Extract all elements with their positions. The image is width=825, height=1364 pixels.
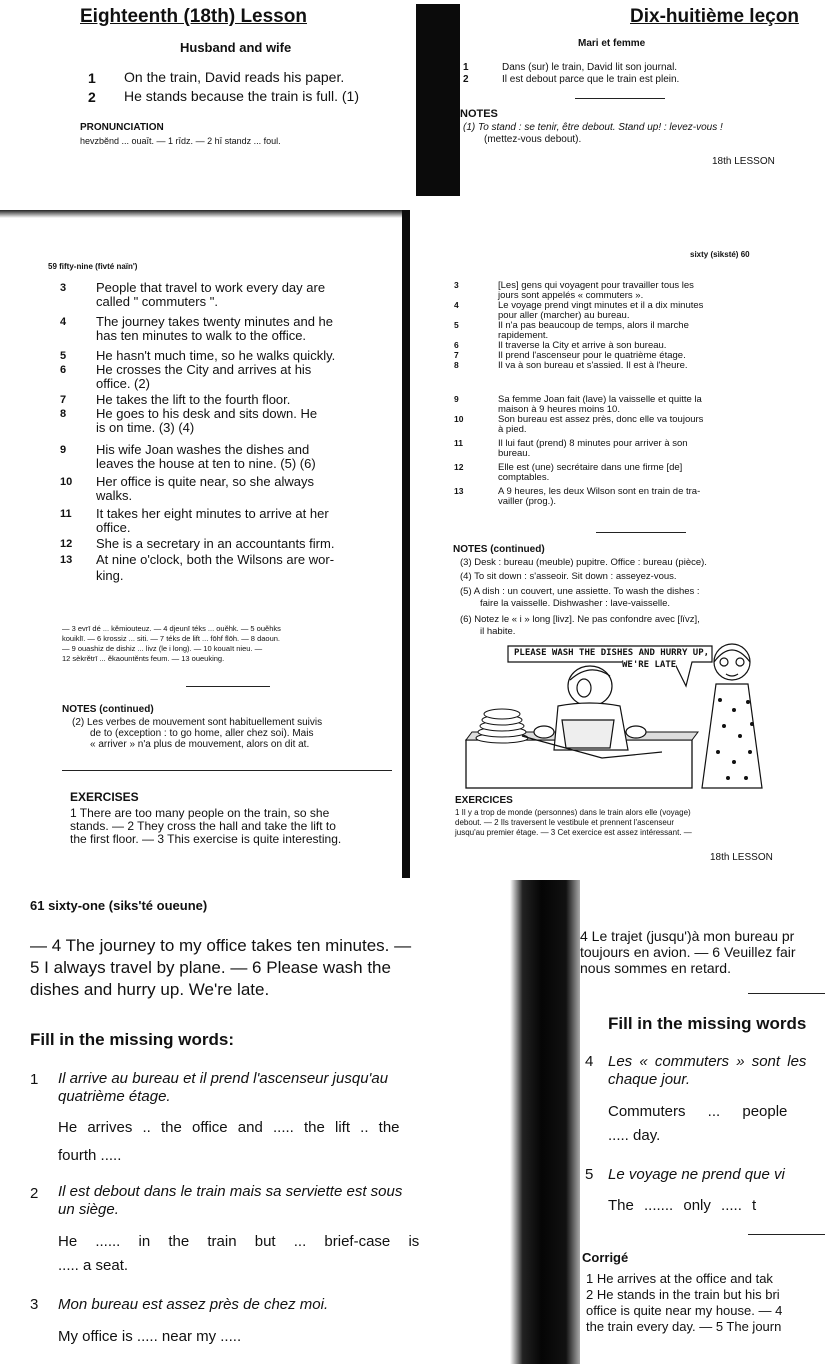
- intro-line-1: — 4 The journey to my office takes ten minutes. —: [30, 936, 412, 955]
- french-line: Il lui faut (prend) 8 minutes pour arriver à son: [498, 438, 688, 449]
- lesson-subtitle-en: Husband and wife: [180, 40, 292, 55]
- english-line: office. (2): [96, 376, 150, 391]
- french-line: Son bureau est assez près, donc elle va toujours: [498, 414, 704, 425]
- exercise-line-3: the first floor. — 3 This exercise is quite interesting.: [70, 832, 342, 846]
- french-line: Il traverse la City et arrive à son bureau.: [498, 340, 667, 351]
- english-line: At nine o'clock, both the Wilsons are wor-: [96, 552, 335, 567]
- lesson-subtitle-fr: Mari et femme: [578, 38, 646, 49]
- french-line: [Les] gens qui voyagent pour travailler tous les: [498, 280, 694, 291]
- fr-note-3: (3) Desk : bureau (meuble) pupitre. Office : bureau (pièce).: [460, 557, 707, 568]
- french-line: Il prend l'ascenseur pour le quatrième étage.: [498, 350, 686, 361]
- page-footer: 18th LESSON: [712, 156, 775, 167]
- top-shadow: [0, 210, 410, 218]
- q4-french-b: chaque jour.: [608, 1071, 691, 1088]
- right-intro-line-1: 4 Le trajet (jusqu')à mon bureau pr: [580, 928, 795, 944]
- scan-middle: [0, 210, 825, 878]
- english-line: He crosses the City and arrives at his: [96, 362, 312, 377]
- divider: [62, 770, 392, 771]
- lesson-title-fr: Dix-huitième leçon: [630, 6, 799, 27]
- pronunciation-line: kouiklī. — 6 krossiz ... siti. — 7 téks de lift ... fōhf flōh. — 8 daoun.: [62, 634, 281, 643]
- english-line: People that travel to work every day are: [96, 280, 326, 295]
- speech-bubble-line-1: PLEASE WASH THE DISHES AND HURRY UP,: [514, 648, 710, 658]
- q1-number: 1: [30, 1071, 39, 1088]
- exercise-line-1: 1 There are too many people on the train, so she: [70, 806, 330, 820]
- french-line: Elle est (une) secrétaire dans une firme [de]: [498, 462, 683, 473]
- q1-english-a: He arrives .. the office and ..... the lift .. the: [58, 1119, 400, 1136]
- line-2-num: 2: [88, 89, 96, 105]
- french-line: Il n'a pas beaucoup de temps, alors il marche: [498, 320, 689, 331]
- fr-line-2-num: 2: [463, 74, 469, 85]
- english-line-number: 6: [60, 364, 67, 376]
- divider: [596, 532, 686, 533]
- divider: [186, 686, 270, 687]
- english-line: His wife Joan washes the dishes and: [96, 442, 310, 457]
- english-line: He goes to his desk and sits down. He: [96, 406, 318, 421]
- q5-number: 5: [585, 1166, 594, 1183]
- note-2-line-3: « arriver » n'a plus de mouvement, alors on dit at.: [90, 739, 310, 750]
- q1-french-b: quatrième étage.: [58, 1088, 171, 1105]
- divider: [748, 1234, 825, 1235]
- french-line: rapidement.: [498, 330, 549, 341]
- french-line-number: 8: [454, 360, 459, 370]
- right-intro-line-3: nous sommes en retard.: [580, 960, 731, 976]
- q5-english: The ....... only ..... t: [608, 1197, 757, 1214]
- note-2-line-1: (2) Les verbes de mouvement sont habituellement suivis: [72, 717, 323, 728]
- note-1-a: (1) To stand : se tenir, être debout. Stand up! : levez-vous !: [463, 122, 723, 133]
- english-line: office.: [96, 520, 131, 535]
- exercice-line-1: 1 Il y a trop de monde (personnes) dans le train alors elle (voyage): [455, 808, 691, 817]
- pronunciation-label: PRONUNCIATION: [80, 122, 164, 133]
- exercise-line-2: stands. — 2 They cross the hall and take the lift to: [70, 819, 336, 833]
- q3-french: Mon bureau est assez près de chez moi.: [58, 1296, 329, 1313]
- fr-note-5-b: faire la vaisselle. Dishwasher : lave-vaisselle.: [480, 598, 671, 609]
- intro-line-2: 5 I always travel by plane. — 6 Please wash the: [30, 958, 391, 977]
- scan-top: [0, 0, 825, 196]
- english-line-number: 8: [60, 408, 67, 420]
- page-header: 61 sixty-one (siks'té oueune): [30, 898, 208, 913]
- divider: [748, 993, 825, 994]
- french-line: comptables.: [498, 472, 550, 483]
- corrige-line-1: 1 He arrives at the office and tak: [586, 1271, 773, 1286]
- line-1-text: On the train, David reads his paper.: [124, 69, 345, 85]
- exercice-line-2: debout. — 2 Ils traversent le vestibule et prennent l'ascenseur: [455, 818, 674, 827]
- french-line-number: 6: [454, 340, 459, 350]
- english-line-number: 7: [60, 394, 67, 406]
- q2-number: 2: [30, 1185, 39, 1202]
- corrige-line-2: 2 He stands in the train but his bri: [586, 1287, 780, 1302]
- q5-french: Le voyage ne prend que vi: [608, 1166, 785, 1183]
- pronunciation-line: 12 sèkrĕtrī ... ĕkaountĕnts feum. — 13 oueuking.: [62, 654, 225, 663]
- intro-line-3: dishes and hurry up. We're late.: [30, 980, 270, 999]
- pronunciation-line: — 9 ouashiz de dishiz ... livz (le i long). — 10 kouaït nieu. —: [62, 644, 263, 653]
- french-line-number: 12: [454, 462, 464, 472]
- notes-label: NOTES: [460, 108, 498, 120]
- english-line-number: 12: [60, 538, 73, 550]
- q2-french-a: Il est debout dans le train mais sa serviette est sous: [58, 1183, 403, 1200]
- page-header-right: sixty (sìksté) 60: [690, 250, 750, 259]
- speech-bubble-line-2: WE'RE LATE: [622, 660, 677, 670]
- english-line: He takes the lift to the fourth floor.: [96, 392, 291, 407]
- exercices-label: EXERCICES: [455, 795, 513, 806]
- q4-english-b: ..... day.: [608, 1127, 661, 1144]
- french-line-number: 4: [454, 300, 459, 310]
- english-line: called " commuters ".: [96, 294, 218, 309]
- pronunciation-line: — 3 evrī dé ... kĕmiouteuz. — 4 djeunī téks ... ouĕhk. — 5 ouĕhks: [62, 624, 281, 633]
- fr-note-6-b: il habite.: [480, 626, 516, 637]
- corrige-line-4: the train every day. — 5 The journ: [586, 1319, 782, 1334]
- french-line-number: 7: [454, 350, 459, 360]
- english-line: He hasn't much time, so he walks quickly.: [96, 348, 336, 363]
- fr-note-4: (4) To sit down : s'asseoir. Sit down : asseyez-vous.: [460, 571, 677, 582]
- q4-english-a: Commuters ... people: [608, 1103, 788, 1120]
- fr-line-1-num: 1: [463, 62, 469, 73]
- q4-french-a: Les « commuters » sont les: [608, 1053, 807, 1070]
- page-header-left: 59 fifty-nine (fivté naïn'): [48, 262, 138, 271]
- binding-gutter: [402, 210, 410, 878]
- corrige-line-3: office is quite near my house. — 4: [586, 1303, 783, 1318]
- french-line: pour aller (marcher) au bureau.: [498, 310, 630, 321]
- line-2-text: He stands because the train is full. (1): [124, 88, 360, 104]
- english-line: It takes her eight minutes to arrive at her: [96, 506, 329, 521]
- q2-french-b: un siège.: [58, 1201, 119, 1218]
- english-line: has ten minutes to walk to the office.: [96, 328, 307, 343]
- english-line: walks.: [96, 488, 133, 503]
- binding-gutter: [416, 4, 460, 196]
- french-line-number: 3: [454, 280, 459, 290]
- english-line: She is a secretary in an accountants firm.: [96, 536, 335, 551]
- french-line: Il va à son bureau et s'assied. Il est à l'heure.: [498, 360, 688, 371]
- english-line: The journey takes twenty minutes and he: [96, 314, 334, 329]
- scan-bottom: [0, 880, 825, 1364]
- right-fill-title: Fill in the missing words: [608, 1014, 807, 1033]
- note-1-b: (mettez-vous debout).: [484, 134, 582, 145]
- english-line: king.: [96, 568, 124, 583]
- q2-english-a: He ...... in the train but ... brief-case is: [58, 1233, 420, 1250]
- english-line-number: 13: [60, 554, 73, 566]
- page-footer: 18th LESSON: [710, 852, 773, 863]
- divider: [575, 98, 665, 99]
- q1-french-a: Il arrive au bureau et il prend l'ascenseur jusqu'au: [58, 1070, 389, 1087]
- right-intro-line-2: toujours en avion. — 6 Veuillez fair: [580, 944, 796, 960]
- french-line-number: 13: [454, 486, 464, 496]
- q3-english: My office is ..... near my .....: [58, 1328, 242, 1345]
- french-line-number: 11: [454, 438, 463, 448]
- binding-gutter: [510, 880, 580, 1364]
- fr-line-2-text: Il est debout parce que le train est plein.: [502, 74, 680, 85]
- french-line-number: 10: [454, 414, 464, 424]
- english-line-number: 11: [60, 508, 72, 520]
- exercice-line-3: jusqu'au premier étage. — 3 Cet exercice est assez intéressant. —: [455, 828, 692, 837]
- cartoon-illustration: [462, 640, 780, 790]
- english-line-number: 9: [60, 444, 67, 456]
- q4-number: 4: [585, 1053, 594, 1070]
- pronunciation-text: hevzbĕnd ... ouaīt. — 1 rīdz. — 2 hī standz ... foul.: [80, 136, 281, 146]
- fill-in-title: Fill in the missing words:: [30, 1030, 235, 1049]
- french-line: à pied.: [498, 424, 527, 435]
- french-line: maison à 9 heures moins 10.: [498, 404, 620, 415]
- french-line: Sa femme Joan fait (lave) la vaisselle et quitte la: [498, 394, 702, 405]
- q2-english-b: ..... a seat.: [58, 1257, 129, 1274]
- french-line-number: 5: [454, 320, 459, 330]
- q1-english-b: fourth .....: [58, 1147, 122, 1164]
- fr-note-6-a: (6) Notez le « i » long [livz]. Ne pas confondre avec [lïvz],: [460, 614, 700, 625]
- fr-notes-label: NOTES (continued): [453, 544, 545, 555]
- fr-line-1-text: Dans (sur) le train, David lit son journal.: [502, 62, 678, 73]
- line-1-num: 1: [88, 70, 96, 86]
- french-line: vailler (prog.).: [498, 496, 557, 507]
- english-line-number: 4: [60, 316, 67, 328]
- english-line-number: 3: [60, 282, 67, 294]
- english-line: Her office is quite near, so she always: [96, 474, 314, 489]
- notes-continued-label: NOTES (continued): [62, 704, 154, 715]
- english-line-number: 5: [60, 350, 67, 362]
- note-2-line-2: de to (exception : to go home, aller chez soi). Mais: [90, 728, 314, 739]
- french-line: A 9 heures, les deux Wilson sont en train de tra-: [498, 486, 701, 497]
- french-line: bureau.: [498, 448, 531, 459]
- fr-note-5-a: (5) A dish : un couvert, une assiette. To wash the dishes :: [460, 586, 700, 597]
- q3-number: 3: [30, 1296, 39, 1313]
- lesson-title-en: Eighteenth (18th) Lesson: [80, 6, 307, 27]
- corrige-label: Corrigé: [582, 1250, 629, 1265]
- french-line: Le voyage prend vingt minutes et il a dix minutes: [498, 300, 704, 311]
- french-line: jours sont appelés « commuters ».: [498, 290, 644, 301]
- english-line: leaves the house at ten to nine. (5) (6): [96, 456, 316, 471]
- english-line: is on time. (3) (4): [96, 420, 195, 435]
- cartoon-drawing: [462, 640, 780, 790]
- exercises-label: EXERCISES: [70, 790, 139, 804]
- english-line-number: 10: [60, 476, 73, 488]
- french-line-number: 9: [454, 394, 459, 404]
